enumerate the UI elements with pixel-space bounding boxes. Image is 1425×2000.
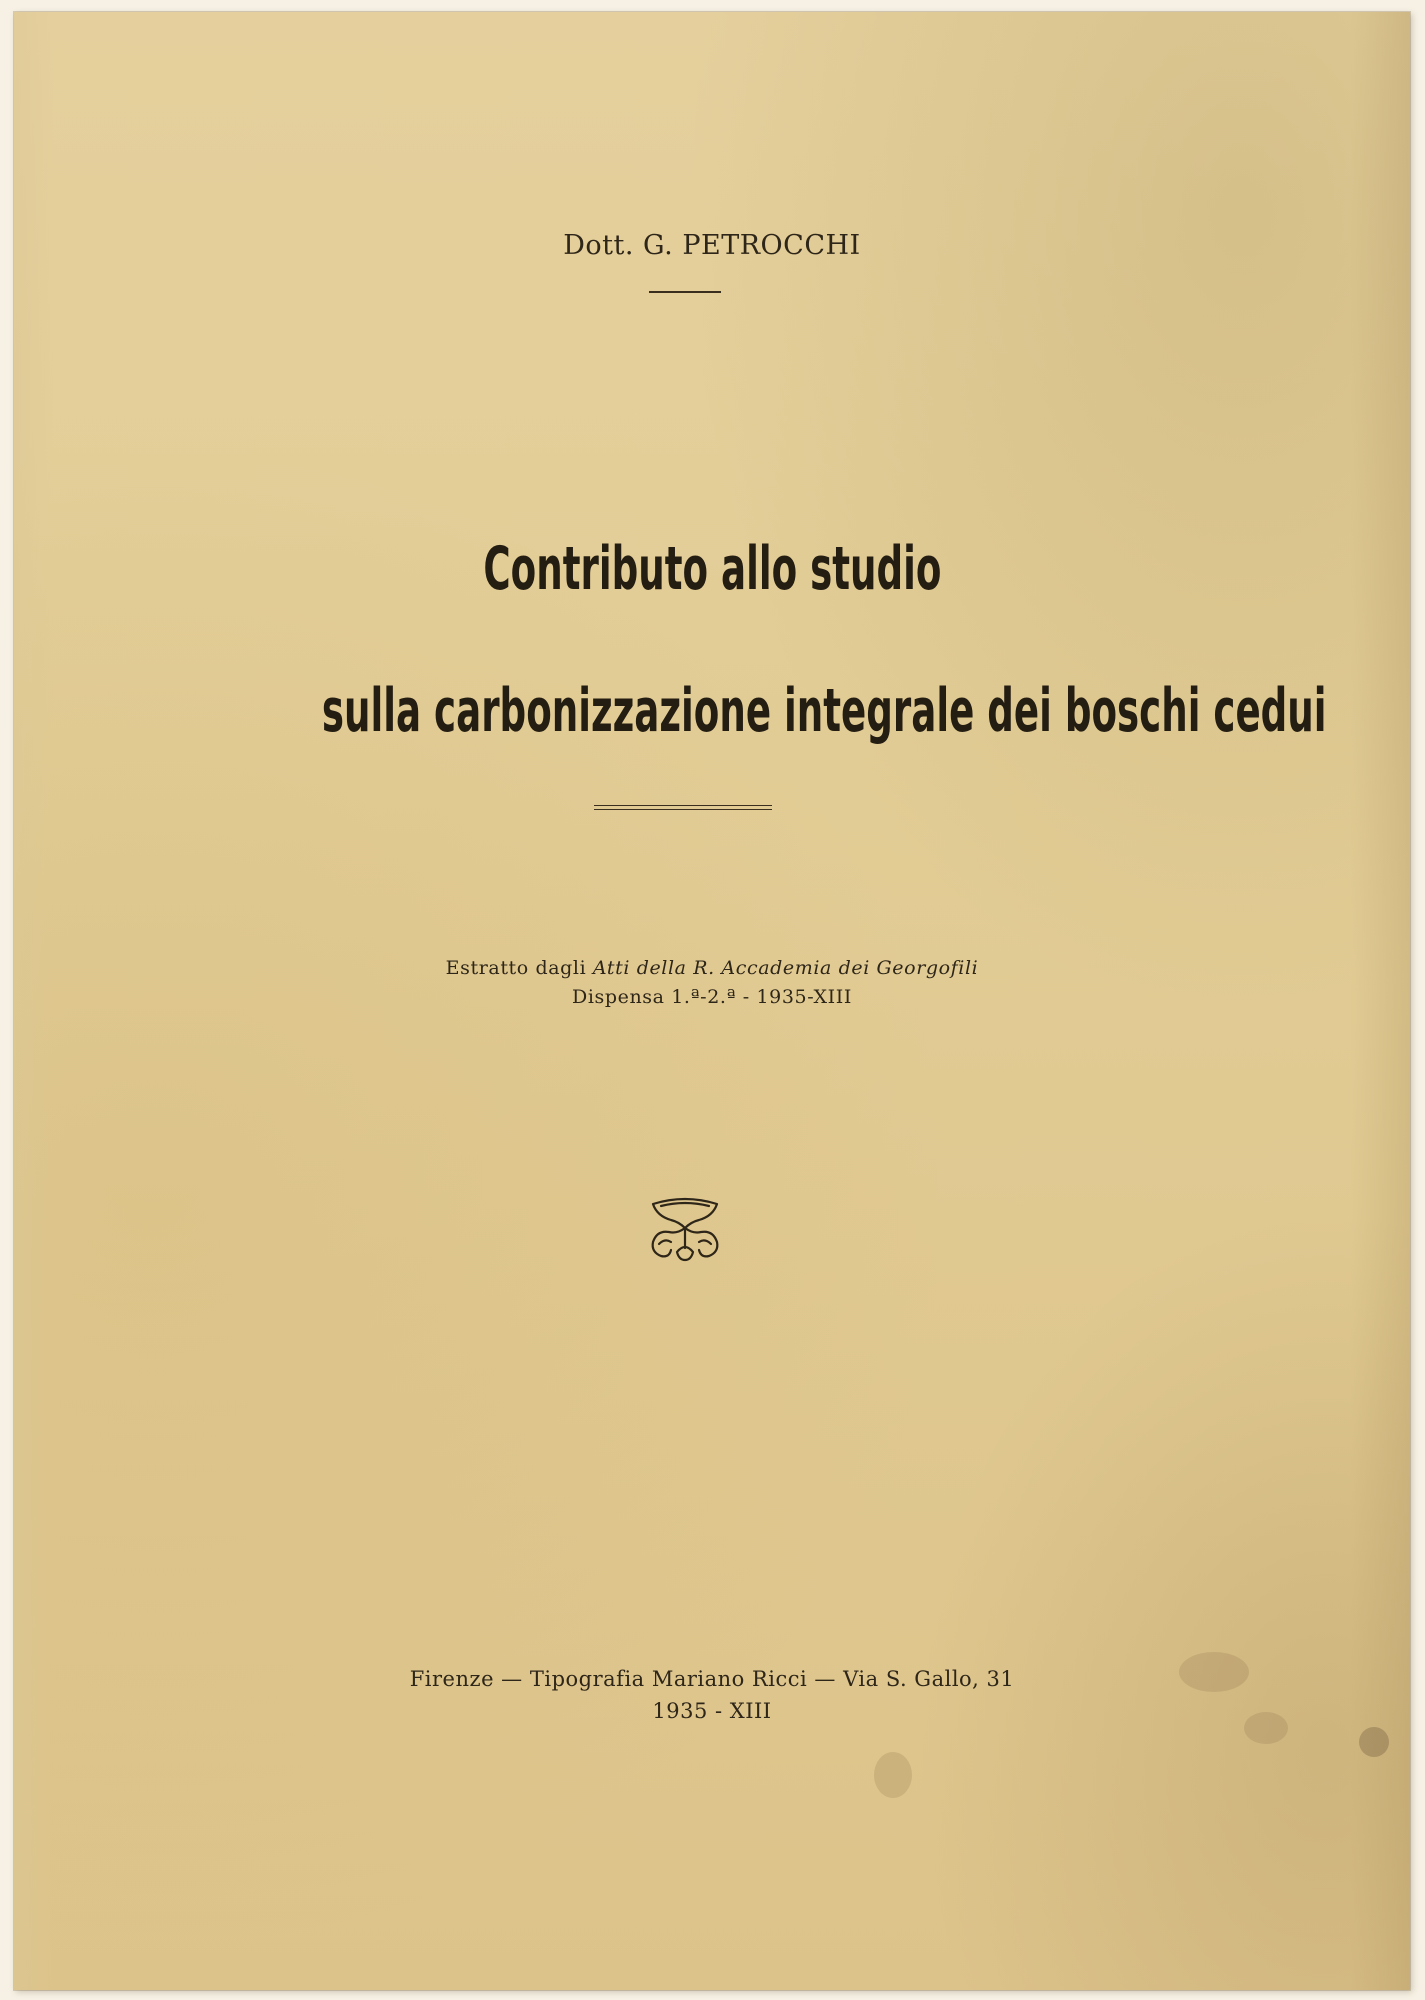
author-name: Dott. G. PETROCCHI xyxy=(563,230,861,261)
double-rule xyxy=(594,805,772,810)
document-cover xyxy=(14,12,1410,1990)
imprint-line: Firenze — Tipografia Mariano Ricci — Via S. Gallo, 31 xyxy=(409,1667,1015,1691)
title-line-1 xyxy=(14,534,1410,604)
printer-mark-icon xyxy=(647,1194,723,1270)
title-line-2 xyxy=(14,676,1410,746)
excerpt-source: Atti della R. Accademia dei Georgofili xyxy=(592,957,979,979)
foxing-stain xyxy=(1359,1727,1389,1757)
short-rule xyxy=(649,291,721,293)
title-line-2-text: sulla carbonizzazione integrale dei boschi cedui xyxy=(321,676,1327,746)
foxing-stain xyxy=(874,1752,912,1798)
excerpt-prefix: Estratto dagli xyxy=(445,957,587,979)
title-line-1-text: Contributo allo studio xyxy=(482,534,942,604)
imprint-year: 1935 - XIII xyxy=(652,1699,772,1723)
excerpt-line xyxy=(14,957,1410,979)
dispensa-line: Dispensa 1.ª-2.ª - 1935-XIII xyxy=(572,986,852,1008)
